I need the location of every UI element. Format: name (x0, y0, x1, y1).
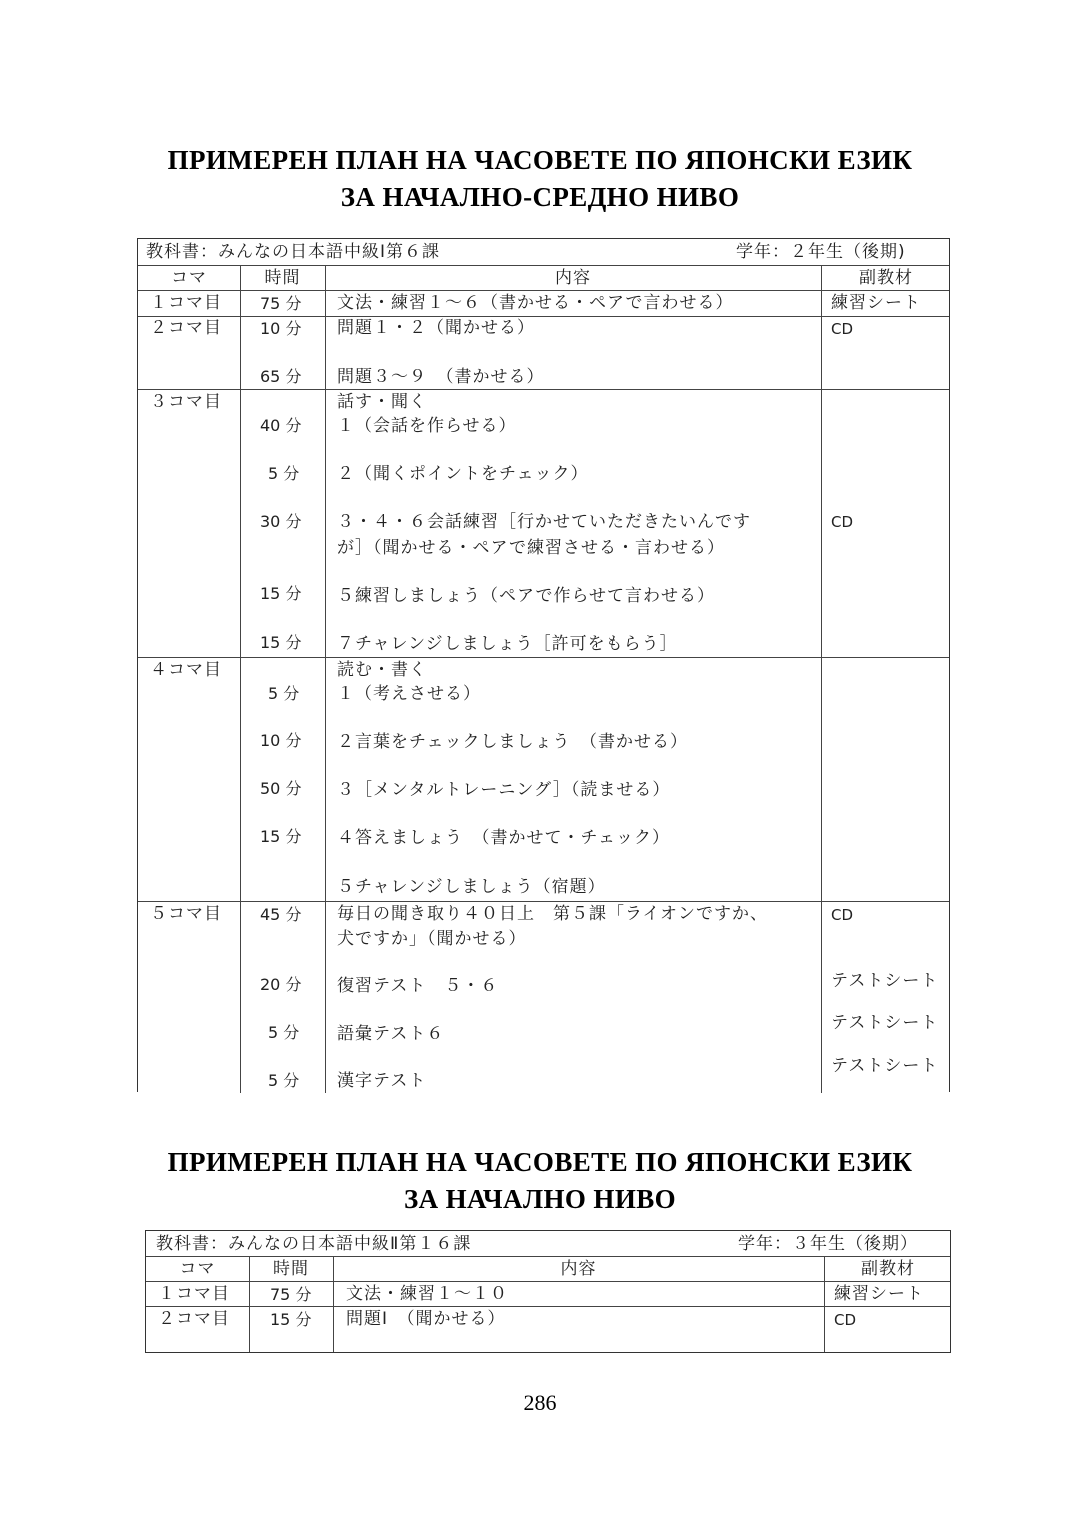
row-time: 15 分 (260, 584, 302, 603)
header-koma: コマ (171, 268, 207, 288)
header-content: 内容 (560, 1259, 597, 1279)
section-title-beginner (0, 1144, 1080, 1218)
row-content: 文法・練習１～６（書かせる・ペアで言わせる） (337, 293, 734, 313)
row-material: テストシート (831, 971, 939, 991)
row-time: 10 分 (260, 319, 302, 338)
row-time: 5 分 (268, 1071, 300, 1090)
row-content: １（考えさせる） (337, 684, 481, 704)
header-material: 副教材 (859, 268, 913, 288)
grade-label: 学年：２年生（後期) (736, 242, 906, 262)
textbook-label: 教科書：みんなの日本語中級Ⅰ第６課 (146, 242, 441, 262)
row-material: 練習シート (831, 293, 921, 313)
row-material: テストシート (831, 1056, 939, 1076)
row-content: が］（聞かせる・ペアで練習させる・言わせる） (337, 538, 726, 558)
row-material: CD (831, 906, 854, 924)
header-koma: コマ (179, 1259, 216, 1279)
row-content: 文法・練習１～１０ (346, 1284, 508, 1304)
row-koma: １コマ目 (158, 1284, 230, 1304)
row-koma: ５コマ目 (150, 904, 222, 924)
row-content: ３・４・６会話練習［行かせていただきたいんです (337, 512, 751, 532)
row-material: CD (831, 320, 854, 338)
header-time: 時間 (273, 1259, 309, 1279)
row-time: 65 分 (260, 367, 302, 386)
row-content: ４答えましょう （書かせて・チェック） (337, 828, 670, 848)
lesson-plan-table-1 (137, 238, 950, 1092)
row-koma: ４コマ目 (150, 660, 222, 680)
row-content: ５練習しましょう（ペアで作らせて言わせる） (337, 586, 715, 606)
row-koma: ３コマ目 (150, 392, 222, 412)
title-line-2: ЗА НАЧАЛНО-СРЕДНО НИВО (340, 182, 740, 212)
row-time: 10 分 (260, 731, 302, 750)
row-time: 20 分 (260, 975, 302, 994)
row-time: 15 分 (270, 1310, 312, 1329)
row-content: 読む・書く (337, 660, 427, 680)
row-content: 復習テスト ５・６ (337, 976, 499, 996)
row-content: ２言葉をチェックしましょう （書かせる） (337, 732, 688, 752)
row-content: 話す・聞く (337, 392, 427, 412)
row-material: CD (831, 513, 854, 531)
title-line-2: ЗА НАЧАЛНО НИВО (403, 1184, 677, 1214)
lesson-plan-table-2 (145, 1230, 951, 1353)
title-line-1: ПРИМЕРЕН ПЛАН НА ЧАСОВЕТЕ ПО ЯПОНСКИ ЕЗИК (167, 1147, 913, 1177)
row-time: 30 分 (260, 512, 302, 531)
row-content: ２（聞くポイントをチェック） (337, 464, 589, 484)
section-title-intermediate (0, 142, 1080, 216)
row-time: 5 分 (268, 464, 300, 483)
row-content: 語彙テスト６ (337, 1024, 445, 1044)
row-time: 75 分 (260, 294, 302, 313)
row-content: 問題３～９ （書かせる） (337, 367, 545, 387)
row-content: 毎日の聞き取り４０日上 第５課「ライオンですか、 (337, 904, 768, 924)
row-content: 犬ですか」（聞かせる） (337, 929, 527, 949)
header-content: 内容 (555, 268, 591, 288)
row-koma: ２コマ目 (158, 1309, 230, 1329)
row-time: 5 分 (268, 684, 300, 703)
header-time: 時間 (264, 268, 301, 288)
grade-label: 学年：３年生（後期） (738, 1234, 918, 1254)
row-time: 15 分 (260, 827, 302, 846)
row-time: 50 分 (260, 779, 302, 798)
row-time: 45 分 (260, 905, 302, 924)
header-material: 副教材 (861, 1259, 915, 1279)
row-koma: １コマ目 (150, 293, 222, 313)
textbook-label: 教科書：みんなの日本語中級Ⅱ第１６課 (156, 1234, 472, 1254)
row-material: 練習シート (834, 1284, 924, 1304)
row-time: 5 分 (268, 1023, 300, 1042)
row-content: ３［メンタルトレーニング］（読ませる） (337, 780, 671, 800)
row-content: 問題Ⅰ （聞かせる） (346, 1309, 506, 1329)
row-content: 漢字テスト (337, 1071, 427, 1091)
row-time: 40 分 (260, 416, 302, 435)
row-material: CD (834, 1311, 857, 1329)
row-material: テストシート (831, 1013, 939, 1033)
row-content: ５チャレンジしましょう（宿題） (337, 877, 606, 897)
title-line-1: ПРИМЕРЕН ПЛАН НА ЧАСОВЕТЕ ПО ЯПОНСКИ ЕЗИК (167, 145, 913, 175)
row-content: １（会話を作らせる） (337, 416, 517, 436)
row-content: ７チャレンジしましょう［許可をもらう］ (337, 634, 678, 654)
row-koma: ２コマ目 (150, 318, 222, 338)
page-number: 286 (523, 1390, 557, 1415)
row-time: 75 分 (270, 1285, 312, 1304)
row-content: 問題１・２（聞かせる） (337, 318, 535, 338)
row-time: 15 分 (260, 633, 302, 652)
